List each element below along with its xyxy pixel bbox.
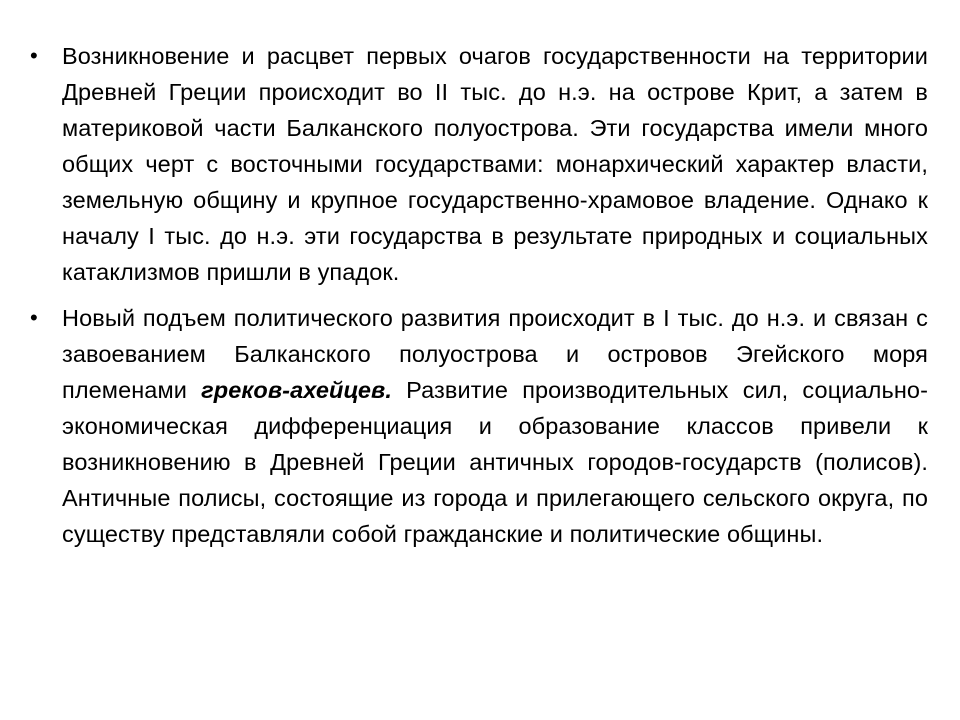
bullet-item-1 xyxy=(28,38,928,290)
paragraph-text-after: Развитие производительных сил, социально-экономическая дифференциация и образование классов привели к возникновению в Древней Греции античных городов-государств (полисов). Античные полисы, состоящие из города и прилегающего сельского округа, по существу представляли собой гражданские и политические общины. xyxy=(62,377,928,547)
bullet-paragraph-1: Возникновение и расцвет первых очагов государственности на территории Древней Греции происходит во II тыс. до н.э. на острове Крит, а затем в материковой части Балканского полуострова. Эти государства имели много общих черт с восточными государствами: монархический характер власти, земельную общину и крупное государственно-храмовое владение. Однако к началу I тыс. до н.э. эти государства в результате природных и социальных катаклизмов пришли в упадок. xyxy=(62,43,928,285)
bullet-marker: • xyxy=(30,43,38,68)
bullet-paragraph-2 xyxy=(62,300,928,552)
slide-body xyxy=(28,38,928,562)
paragraph-text-before: Новый подъем политического развития происходит в I тыс. до н.э. и связан с завоеванием Балканского полуострова и островов Эгейского моря племенами xyxy=(62,305,928,403)
bullet-item-2 xyxy=(28,300,928,552)
emphasized-term: греков-ахейцев. xyxy=(201,377,392,403)
bullet-marker: • xyxy=(30,305,38,330)
